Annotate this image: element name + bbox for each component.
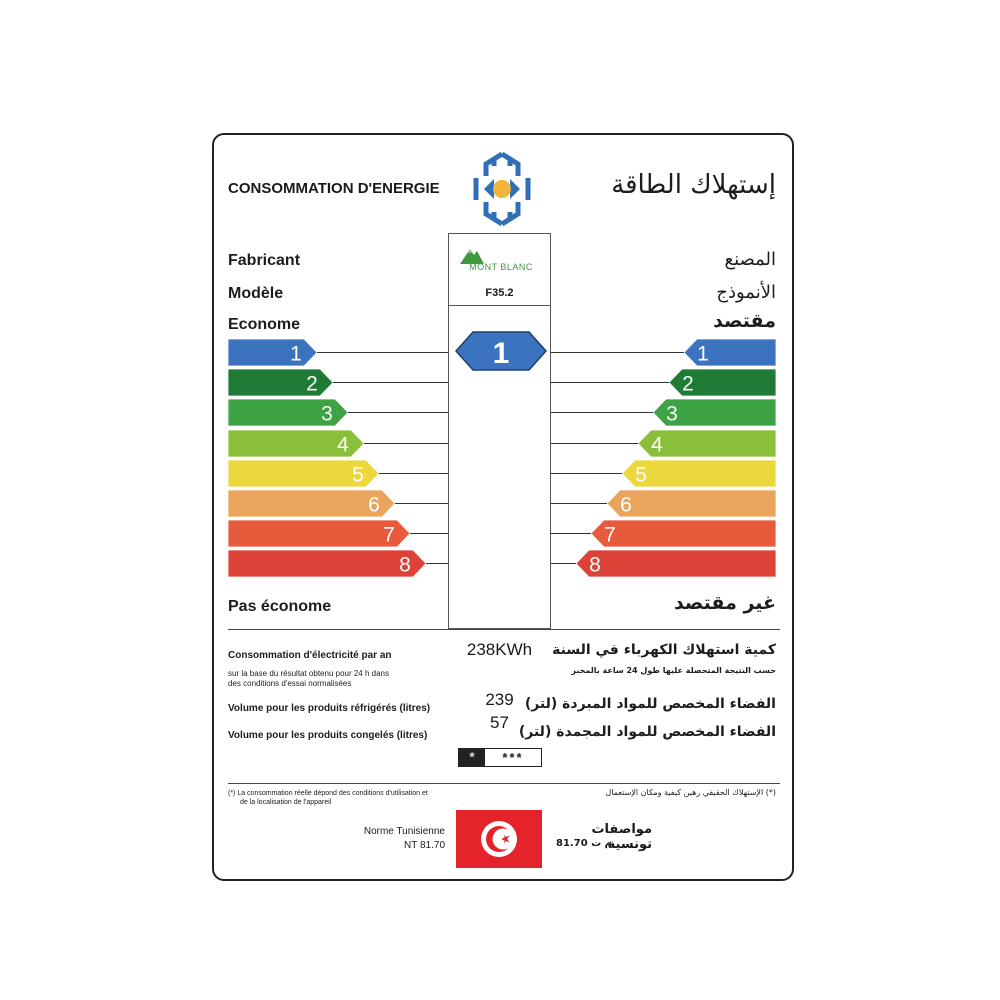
frozen-volume-label: Volume pour les produits congelés (litres) bbox=[228, 730, 428, 741]
energy-class-label: 2 bbox=[306, 372, 318, 396]
energy-class-label: 6 bbox=[620, 493, 632, 517]
model-value: F35.2 bbox=[485, 287, 514, 299]
freezer-star-rating bbox=[458, 748, 542, 767]
consumption-note-ar: حسب النتيجة المتحصلة عليها طول 24 ساعة بالمخبر bbox=[571, 666, 776, 675]
fresh-volume-label-ar: الفضاء المخصص للمواد المبردة (لتر) bbox=[524, 696, 776, 712]
footnote-ar: (*) الإستهلاك الحقيقي رهين كيفية ومكان الإستعمال bbox=[605, 788, 776, 797]
rated-class-value: 1 bbox=[492, 337, 510, 370]
consumption-label: Consommation d'électricité par an bbox=[228, 650, 392, 661]
frozen-volume-value: 57 bbox=[490, 713, 509, 732]
energy-class-label: 7 bbox=[604, 523, 616, 547]
energy-class-label: 7 bbox=[383, 523, 395, 547]
norm-fr-2: NT 81.70 bbox=[404, 840, 445, 851]
consumption-note-1: sur la base du résultat obtenu pour 24 h dans bbox=[228, 669, 389, 678]
consumption-unit: KWh bbox=[495, 640, 533, 659]
energy-agency-logo-icon bbox=[470, 150, 534, 228]
consumption-note-2: des conditions d'essai normalisées bbox=[228, 679, 352, 688]
econome-label-ar: مقتصد bbox=[713, 310, 776, 332]
norm-fr-1: Norme Tunisienne bbox=[363, 826, 445, 837]
brand-name: MONT BLANC bbox=[469, 262, 533, 272]
freezer-stars: *** bbox=[502, 750, 524, 765]
energy-class-label: 8 bbox=[589, 553, 601, 577]
norm-ar-2: م ت 81.70 bbox=[556, 838, 612, 849]
pas-econome-label-ar: غير مقتصد bbox=[673, 592, 776, 614]
energy-class-label: 4 bbox=[651, 433, 663, 457]
energy-class-label: 2 bbox=[682, 372, 694, 396]
econome-label: Econome bbox=[228, 316, 301, 333]
model-label: Modèle bbox=[228, 285, 284, 302]
energy-class-label: 5 bbox=[635, 463, 647, 487]
fresh-volume-value: 239 bbox=[485, 690, 514, 709]
manufacturer-label-ar: المصنع bbox=[724, 249, 776, 270]
energy-class-label: 5 bbox=[352, 463, 364, 487]
frozen-volume-label-ar: الفضاء المخصص للمواد المجمدة (لتر) bbox=[518, 724, 776, 740]
footnote-fr-2: de la localisation de l'appareil bbox=[240, 799, 332, 806]
energy-class-label: 1 bbox=[697, 342, 709, 366]
section-divider bbox=[228, 629, 780, 630]
section-divider bbox=[228, 783, 780, 784]
consumption-value bbox=[448, 640, 551, 660]
model-label-ar: الأنموذج bbox=[716, 282, 776, 303]
energy-class-label: 1 bbox=[290, 342, 302, 366]
norm-ar-1: مواصفات تونسية bbox=[591, 822, 652, 852]
footnote-fr-1: (*) La consommation réelle dépond des conditions d'utilisation et bbox=[228, 790, 428, 797]
center-divider bbox=[448, 305, 551, 306]
rated-class-indicator bbox=[455, 330, 547, 372]
consumption-number: 238 bbox=[466, 640, 496, 659]
energy-class-label: 4 bbox=[337, 433, 349, 457]
fresh-volume-label: Volume pour les produits réfrigérés (litres) bbox=[228, 703, 431, 714]
energy-class-label: 8 bbox=[399, 553, 411, 577]
crescent-star-icon bbox=[480, 820, 518, 858]
title-fr: CONSOMMATION D'ENERGIE bbox=[228, 180, 440, 197]
consumption-label-ar: كمية استهلاك الكهرباء في السنة bbox=[552, 642, 776, 658]
manufacturer-label: Fabricant bbox=[228, 252, 301, 269]
brand-logo bbox=[455, 245, 547, 275]
energy-class-label: 3 bbox=[321, 402, 333, 426]
energy-class-label: 3 bbox=[666, 402, 678, 426]
title-ar: إستهلاك الطاقة bbox=[611, 170, 776, 200]
pas-econome-label: Pas économe bbox=[228, 598, 332, 615]
energy-class-label: 6 bbox=[368, 493, 380, 517]
snowflake-icon: * bbox=[459, 749, 485, 766]
tunisia-flag bbox=[456, 810, 542, 868]
